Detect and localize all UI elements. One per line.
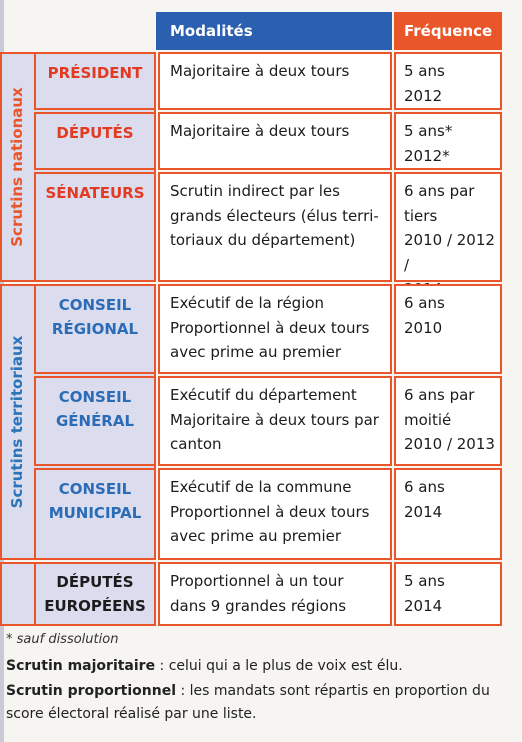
row-name: CONSEIL MUNICIPAL [34, 468, 156, 560]
row-modalites: Exécutif de la commune Proportionnel à deux tours avec prime au premier [158, 468, 392, 560]
group-label-national-text: Scrutins nationaux [8, 87, 26, 247]
group-label-territorial-text: Scrutins territoriaux [8, 335, 26, 509]
definition-term: Scrutin majoritaire [6, 658, 156, 674]
row-modalites: Exécutif de la région Proportionnel à deux tours avec prime au premier [158, 284, 392, 374]
header-frequence: Fréquence [394, 12, 502, 50]
row-modalites: Exécutif du département Majoritaire à deux tours par canton [158, 376, 392, 466]
table-row [34, 284, 502, 374]
table-row [34, 468, 502, 560]
row-frequence: 6 ans 2014 [394, 468, 502, 560]
definition-text: : celui qui a le plus de voix est élu. [155, 658, 403, 674]
row-modalites: Scrutin indirect par les grands électeurs (élus terri- toriaux du département) [158, 172, 392, 282]
row-frequence: 6 ans 2010 [394, 284, 502, 374]
group-label-national [0, 52, 34, 282]
row-name: DÉPUTÉS EUROPÉENS [34, 562, 156, 626]
row-name: DÉPUTÉS [34, 112, 156, 170]
row-frequence: 6 ans par moitié 2010 / 2013 [394, 376, 502, 466]
footnote: * sauf dissolution [6, 632, 119, 647]
definition-text: : les mandats sont répartis en proportion du score électoral réalisé par une liste. [6, 683, 490, 722]
table-row [34, 376, 502, 466]
row-name: PRÉSIDENT [34, 52, 156, 110]
row-frequence: 6 ans par tiers 2010 / 2012 / [394, 172, 502, 282]
row-name: CONSEIL GÉNÉRAL [34, 376, 156, 466]
row-frequence: 5 ans* 2012* [394, 112, 502, 170]
row-frequence: 5 ans 2012 [394, 52, 502, 110]
definition-proportionnel [6, 680, 516, 726]
group-label-territorial [0, 284, 34, 560]
row-name: SÉNATEURS [34, 172, 156, 282]
table-row [34, 562, 502, 626]
header-modalites: Modalités [156, 12, 392, 50]
row-modalites: Majoritaire à deux tours [158, 112, 392, 170]
table-row [34, 172, 502, 282]
table-row [34, 112, 502, 170]
row-modalites: Majoritaire à deux tours [158, 52, 392, 110]
definition-term: Scrutin proportionnel [6, 683, 177, 699]
row-frequence: 5 ans 2014 [394, 562, 502, 626]
definition-majoritaire [6, 655, 516, 678]
table-row [34, 52, 502, 110]
row-name: CONSEIL RÉGIONAL [34, 284, 156, 374]
row-modalites: Proportionnel à un tour dans 9 grandes régions [158, 562, 392, 626]
